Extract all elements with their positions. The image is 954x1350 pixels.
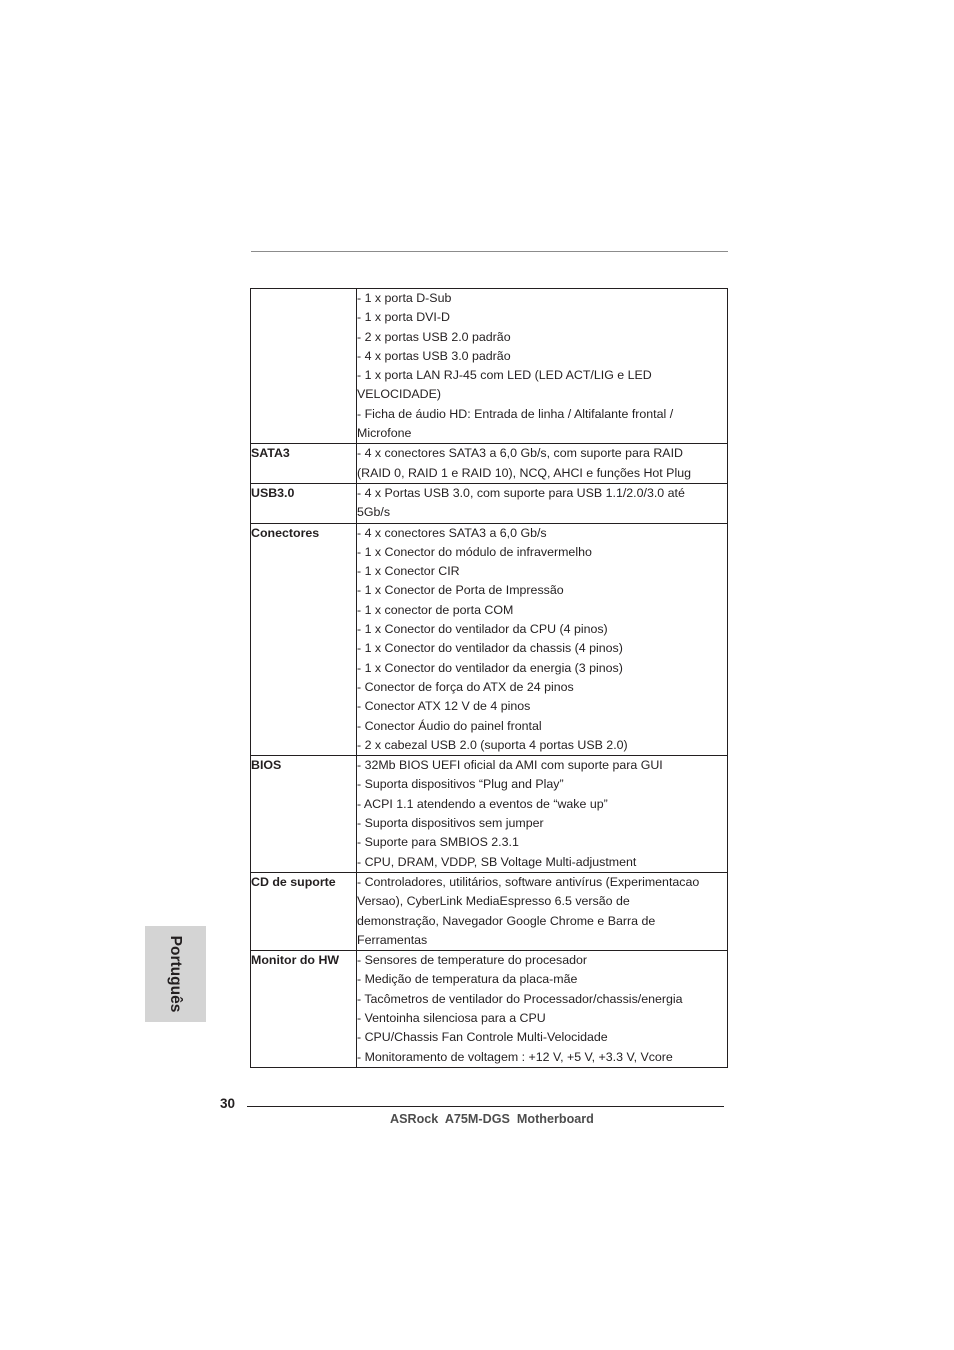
spec-item-line: - 4 x conectores SATA3 a 6,0 Gb/s, com suporte para RAID — [357, 446, 683, 461]
spec-item — [357, 347, 727, 366]
spec-item-line: - 1 x Conector de Porta de Impressão — [357, 583, 564, 598]
spec-item — [357, 289, 727, 308]
spec-item — [357, 853, 727, 872]
spec-item-line: - 1 x porta D-Sub — [357, 291, 452, 305]
spec-item-line: - 32Mb BIOS UEFI oficial da AMI com suporte para GUI — [357, 758, 663, 773]
spec-item-line: - Suporta dispositivos “Plug and Play” — [357, 777, 564, 792]
spec-item-line: - 4 x conectores SATA3 a 6,0 Gb/s — [357, 525, 547, 540]
spec-item-line: - Conector ATX 12 V de 4 pinos — [357, 699, 531, 714]
spec-item — [357, 405, 727, 444]
spec-row-items — [357, 444, 728, 484]
spec-item-line: Microfone — [357, 426, 412, 441]
spec-item-list — [357, 484, 727, 523]
spec-item-line: - 1 x porta DVI-D — [357, 310, 450, 325]
spec-row — [251, 872, 728, 950]
spec-item — [357, 524, 727, 543]
page-number: 30 — [220, 1096, 236, 1111]
footer-title: ASRock A75M-DGS Motherboard — [390, 1112, 594, 1126]
spec-item-line: - 2 x portas USB 2.0 padrão — [357, 329, 511, 344]
spec-row — [251, 756, 728, 873]
spec-item-line: - 1 x Conector CIR — [357, 564, 460, 579]
specification-table — [250, 288, 728, 1068]
spec-item — [357, 990, 727, 1009]
spec-item — [357, 444, 727, 483]
spec-row-label — [251, 289, 357, 444]
footer-divider — [247, 1106, 724, 1107]
spec-item-line: - Monitoramento de voltagem : +12 V, +5 V, +3.3 V, Vcore — [357, 1049, 673, 1064]
spec-item-line: - 1 x porta LAN RJ-45 com LED (LED ACT/LIG e LED — [357, 368, 652, 383]
spec-item-line: - Suporta dispositivos sem jumper — [357, 816, 544, 831]
spec-row-label: USB3.0 — [251, 483, 357, 523]
spec-item — [357, 717, 727, 736]
spec-row — [251, 444, 728, 484]
spec-row-items — [357, 523, 728, 756]
spec-item — [357, 562, 727, 581]
spec-item-line: - 1 x Conector do ventilador da CPU (4 pinos) — [357, 622, 608, 637]
specification-table-body — [251, 289, 728, 1068]
spec-row-label: SATA3 — [251, 444, 357, 484]
spec-row-items — [357, 951, 728, 1068]
spec-row-items — [357, 289, 728, 444]
spec-item-list — [357, 756, 727, 872]
spec-item-line: - Ficha de áudio HD: Entrada de linha / Altifalante frontal / — [357, 406, 674, 421]
spec-item-list — [357, 524, 727, 756]
spec-row-label: Conectores — [251, 523, 357, 756]
top-divider — [251, 251, 728, 252]
spec-item — [357, 581, 727, 600]
spec-item — [357, 484, 727, 523]
spec-item-line: - Suporte para SMBIOS 2.3.1 — [357, 835, 519, 850]
spec-item — [357, 659, 727, 678]
spec-item — [357, 970, 727, 989]
spec-item-line: demonstração, Navegador Google Chrome e Barra de — [357, 913, 656, 928]
spec-item — [357, 775, 727, 794]
spec-item-line: (RAID 0, RAID 1 e RAID 10), NCQ, AHCI e funções Hot Plug — [357, 465, 691, 480]
spec-row — [251, 523, 728, 756]
spec-item — [357, 814, 727, 833]
spec-row-label: CD de suporte — [251, 872, 357, 950]
spec-item-line: - 1 x conector de porta COM — [357, 602, 514, 617]
spec-item — [357, 620, 727, 639]
spec-item-list — [357, 289, 727, 443]
spec-item-line: - Conector Áudio do painel frontal — [357, 718, 542, 733]
spec-row-label: Monitor do HW — [251, 951, 357, 1068]
spec-item-line: - CPU, DRAM, VDDP, SB Voltage Multi-adjustment — [357, 854, 637, 869]
spec-item — [357, 678, 727, 697]
spec-item-line: Ferramentas — [357, 932, 428, 947]
spec-item — [357, 639, 727, 658]
spec-item — [357, 833, 727, 852]
spec-item-line: - Tacômetros de ventilador do Processador/chassis/energia — [357, 991, 683, 1006]
spec-row-items — [357, 872, 728, 950]
spec-item-line: - Conector de força do ATX de 24 pinos — [357, 679, 574, 694]
spec-item — [357, 736, 727, 755]
spec-item-line: Versao), CyberLink MediaEspresso 6.5 versão de — [357, 894, 630, 909]
spec-item-line: - ACPI 1.1 atendendo a eventos de “wake up” — [357, 796, 608, 811]
spec-item-line: - Sensores de temperature do procesador — [357, 953, 588, 968]
spec-item — [357, 1009, 727, 1028]
spec-row-items — [357, 483, 728, 523]
spec-item-line: - 4 x Portas USB 3.0, com suporte para USB 1.1/2.0/3.0 até — [357, 485, 685, 500]
spec-row — [251, 483, 728, 523]
spec-item — [357, 951, 727, 970]
spec-item-line: - 4 x portas USB 3.0 padrão — [357, 348, 511, 363]
spec-item — [357, 795, 727, 814]
spec-item — [357, 601, 727, 620]
spec-item — [357, 756, 727, 775]
spec-item-list — [357, 873, 727, 950]
spec-item-line: VELOCIDADE) — [357, 387, 441, 402]
spec-item-list — [357, 444, 727, 483]
spec-item-list — [357, 951, 727, 1067]
spec-item-line: - Controladores, utilitários, software antivírus (Experimentacao — [357, 874, 700, 889]
spec-item-line: - CPU/Chassis Fan Controle Multi-Velocidade — [357, 1030, 608, 1045]
spec-item-line: - Ventoinha silenciosa para a CPU — [357, 1010, 546, 1025]
spec-item — [357, 543, 727, 562]
language-side-tab-label: Português — [167, 935, 184, 1013]
spec-item-line: - 1 x Conector do ventilador da chassis (4 pinos) — [357, 641, 623, 656]
spec-item-line: - 1 x Conector do módulo de infravermelho — [357, 544, 592, 559]
spec-item — [357, 308, 727, 327]
spec-item-line: - Medição de temperatura da placa-mãe — [357, 972, 578, 987]
spec-item — [357, 1048, 727, 1067]
spec-item — [357, 328, 727, 347]
spec-item-line: - 2 x cabezal USB 2.0 (suporta 4 portas USB 2.0) — [357, 737, 628, 752]
spec-item — [357, 366, 727, 405]
spec-row-items — [357, 756, 728, 873]
spec-row-label: BIOS — [251, 756, 357, 873]
spec-item — [357, 1028, 727, 1047]
spec-item — [357, 873, 727, 950]
spec-item-line: - 1 x Conector do ventilador da energia (3 pinos) — [357, 660, 623, 675]
spec-row — [251, 289, 728, 444]
spec-item-line: 5Gb/s — [357, 505, 391, 520]
spec-item — [357, 697, 727, 716]
spec-row — [251, 951, 728, 1068]
